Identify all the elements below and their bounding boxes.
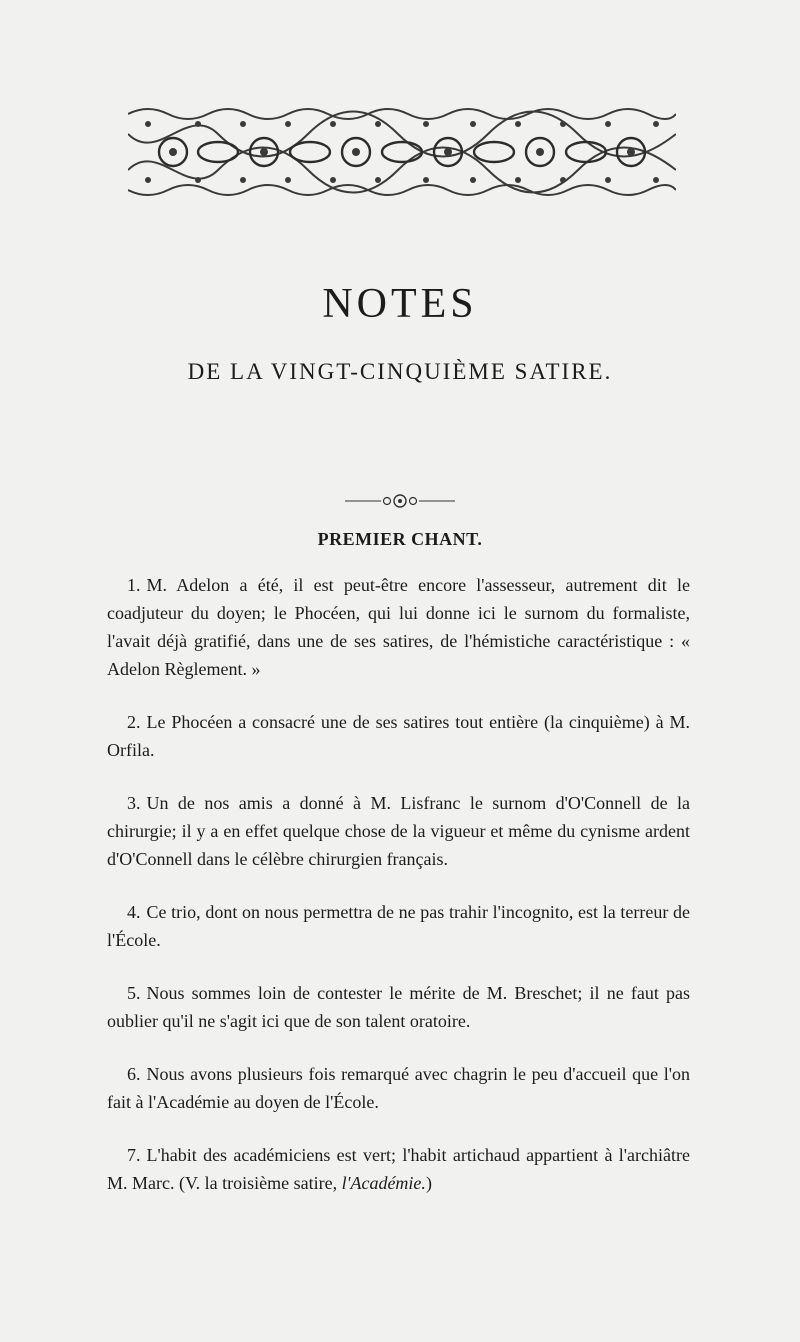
note-item xyxy=(107,789,690,873)
note-number: 4. xyxy=(127,902,141,922)
note-italic-title: l'Académie. xyxy=(341,1173,426,1193)
note-number: 2. xyxy=(127,712,141,732)
note-text: Nous avons plusieurs fois remarqué avec chagrin le peu d'accueil que l'on fait à l'Académie au doyen de l'École. xyxy=(107,1064,690,1112)
ornamental-divider xyxy=(345,492,455,510)
note-item xyxy=(107,898,690,954)
note-number: 3. xyxy=(127,793,141,813)
note-number: 6. xyxy=(127,1064,141,1084)
decorative-header-ornament xyxy=(128,104,676,200)
note-number: 7. xyxy=(127,1145,141,1165)
note-number: 5. xyxy=(127,983,141,1003)
page-title: NOTES xyxy=(322,281,478,327)
note-closing: ) xyxy=(425,1173,432,1193)
note-text: Ce trio, dont on nous permettra de ne pas trahir l'incognito, est la terreur de l'École. xyxy=(107,902,690,950)
note-item xyxy=(107,1141,690,1197)
note-text: L'habit des académiciens est vert; l'habit artichaud appartient à l'archiâtre M. Marc. (V. la troisième satire, xyxy=(107,1145,690,1193)
note-item xyxy=(107,979,690,1035)
note-text: Un de nos amis a donné à M. Lisfranc le surnom d'O'Connell de la chirurgie; il y a en effet quelque chose de la vigueur et même du cynisme ardent d'O'Connell dans le célèbre chirurgien français. xyxy=(107,793,690,869)
note-text: Le Phocéen a consacré une de ses satires tout entière (la cinquième) à M. Orfila. xyxy=(107,712,690,760)
section-title: PREMIER CHANT. xyxy=(317,529,483,549)
notes-list xyxy=(107,571,690,1222)
note-text: M. Adelon a été, il est peut-être encore l'assesseur, autrement dit le coadjuteur du doyen; le Phocéen, qui lui donne ici le surnom du formaliste, l'avait déjà gratifié, dans une de ses satires, de l'hémistiche caractéristique : « Adelon Règlement. » xyxy=(107,575,690,679)
note-item xyxy=(107,571,690,683)
note-number: 1. xyxy=(127,575,141,595)
note-item xyxy=(107,1060,690,1116)
note-item xyxy=(107,708,690,764)
note-text: Nous sommes loin de contester le mérite de M. Breschet; il ne faut pas oublier qu'il ne s'agit ici que de son talent oratoire. xyxy=(107,983,690,1031)
page-subtitle: DE LA VINGT-CINQUIÈME SATIRE. xyxy=(187,359,613,384)
